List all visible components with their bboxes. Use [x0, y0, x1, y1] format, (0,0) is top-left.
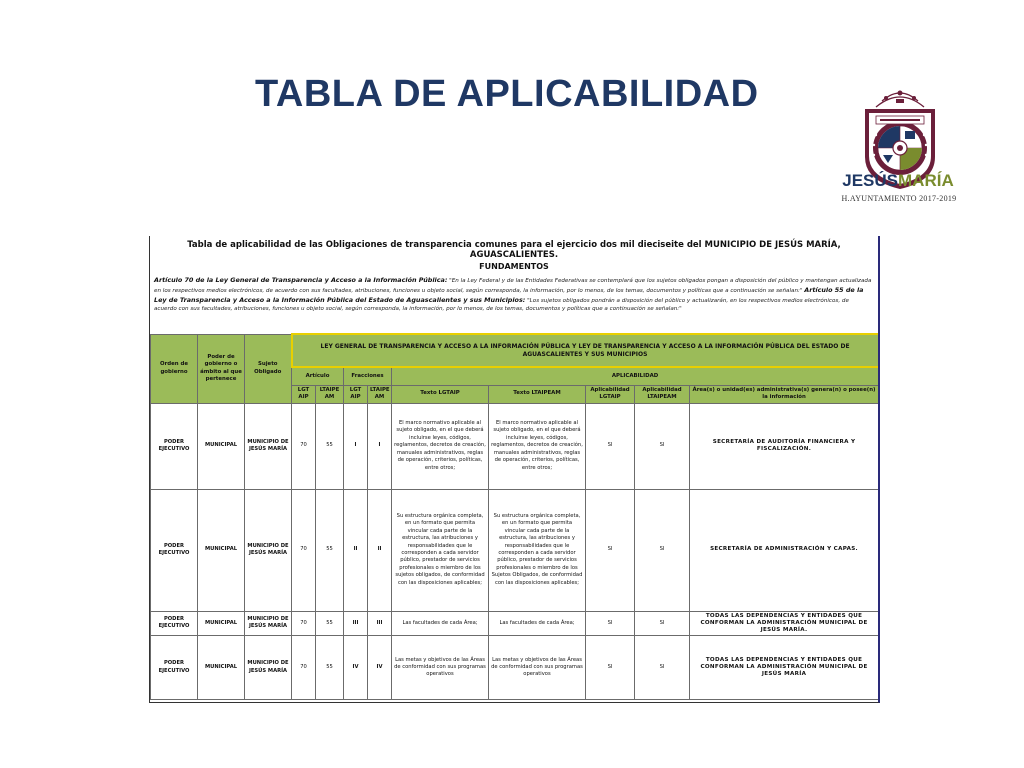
cell-art-lgt: 70 — [292, 403, 316, 489]
header-ltaipe: LTAIPE AM — [316, 385, 344, 403]
cell-art-lgt: 70 — [292, 611, 316, 636]
table-row — [151, 636, 879, 700]
cell-art-lgt: 70 — [292, 489, 316, 611]
brand-main: JESÚS — [842, 171, 899, 190]
fundamentos-label: FUNDAMENTOS — [479, 262, 549, 271]
cell-aplic-lgt: SI — [586, 489, 635, 611]
cell-texto-ltaipeam: Su estructura orgánica completa, en un formato que permita vincular cada parte de la estructura, las atribuciones y responsabilidades que le corresponden a cada servidor público, prestador de servicios profesionales o miembro de los Sujetos Obligados, de conformidad con las disposiciones aplicables; — [489, 489, 586, 611]
cell-sujeto: MUNICIPIO DE JESÚS MARÍA — [245, 611, 292, 636]
cell-sujeto: MUNICIPIO DE JESÚS MARÍA — [245, 403, 292, 489]
document-header — [150, 236, 878, 332]
cell-poder: MUNICIPAL — [198, 611, 245, 636]
cell-art-ltaipe: 55 — [316, 489, 344, 611]
header-texto-ltaipeam: Texto LTAIPEAM — [489, 385, 586, 403]
document-caption: Tabla de aplicabilidad de las Obligaciones de transparencia comunes para el ejercicio dos mil dieciseite del MUNICIPIO DE JESÚS MARÍA, AGUASCALIENTES. — [187, 240, 841, 260]
cell-fr-ltaipe: III — [368, 611, 392, 636]
applicability-table — [150, 333, 880, 700]
cell-poder: MUNICIPAL — [198, 489, 245, 611]
header-articulo: Artículo — [292, 367, 344, 385]
cell-aplic-lgt: SI — [586, 611, 635, 636]
cell-texto-lgt: Su estructura orgánica completa, en un formato que permita vincular cada parte de la estructura, las atribuciones y responsabilidades que le corresponden a cada servidor público, prestador de servicios profesionales o miembro de los sujetos obligados, de conformidad con las disposiciones aplicables; — [392, 489, 489, 611]
art70-text: "En la Ley Federal y de las Entidades Federativas se contemplará que los sujetos obligados pongan a disposición del público y mantengan actualizada en los respectivos medios electrónicos, de acuerdo con sus facultades, atribuciones, funciones u objeto social, según corresponda, la información, por lo menos, de los temas, documentos y políticas que a continuación se señalan:" — [154, 278, 872, 294]
cell-poder: MUNICIPAL — [198, 636, 245, 700]
cell-orden: PODER EJECUTIVO — [151, 403, 198, 489]
cell-fr-lgt: IV — [344, 636, 368, 700]
header-fracciones: Fracciones — [344, 367, 392, 385]
cell-art-ltaipe: 55 — [316, 636, 344, 700]
cell-texto-ltaipeam: Las facultades de cada Área; — [489, 611, 586, 636]
page-title: TABLA DE APLICABILIDAD — [255, 73, 759, 115]
cell-sujeto: MUNICIPIO DE JESÚS MARÍA — [245, 636, 292, 700]
table-row — [151, 489, 879, 611]
cell-sujeto: MUNICIPIO DE JESÚS MARÍA — [245, 489, 292, 611]
cell-orden: PODER EJECUTIVO — [151, 636, 198, 700]
cell-aplic-lgt: SI — [586, 636, 635, 700]
cell-area: TODAS LAS DEPENDENCIAS Y ENTIDADES QUE CONFORMAN LA ADMINISTRACIÓN MUNICIPAL DE JESÚS MARÍA — [690, 636, 879, 700]
header-ltaipe-fr: LTAIPE AM — [368, 385, 392, 403]
cell-fr-lgt: III — [344, 611, 368, 636]
cell-area: SECRETARÍA DE AUDITORÍA FINANCIERA Y FISCALIZACIÓN. — [690, 403, 879, 489]
header-aplicabilidad: APLICABILIDAD — [392, 367, 879, 385]
table-row — [151, 611, 879, 636]
cell-texto-ltaipeam: Las metas y objetivos de las Áreas de conformidad con sus programas operativos — [489, 636, 586, 700]
cell-aplic-ltaipeam: SI — [635, 636, 690, 700]
cell-art-lgt: 70 — [292, 636, 316, 700]
header-sujeto: Sujeto Obligado — [245, 334, 292, 403]
cell-texto-ltaipeam: El marco normativo aplicable al sujeto obligado, en el que deberá incluirse leyes, códigos, reglamentos, decretos de creación, manuales administrativos, reglas de operación, criterios, políticas, entre otros; — [489, 403, 586, 489]
header-aplic-ltaipeam: Aplicabilidad LTAIPEAM — [635, 385, 690, 403]
header-texto-lgt: Texto LGTAIP — [392, 385, 489, 403]
header-areas: Área(s) o unidad(es) administrativa(s) genera(n) o posee(n) la información — [690, 385, 879, 403]
art55-heading: Artículo 55 de la Ley de Transparencia y Acceso a la Información Pública del Estado de Aguascalientes y sus Municipios: — [154, 285, 864, 304]
brand-accent: MARÍA — [898, 171, 954, 190]
cell-art-ltaipe: 55 — [316, 611, 344, 636]
cell-area: TODAS LAS DEPENDENCIAS Y ENTIDADES QUE CONFORMAN LA ADMINISTRACIÓN MUNICIPAL DE JESÚS MARÍA. — [690, 611, 879, 636]
header-aplic-lgt: Aplicabilidad LGTAIP — [586, 385, 635, 403]
art70-heading: Artículo 70 de la Ley General de Transparencia y Acceso a la Información Pública: — [154, 276, 448, 284]
cell-aplic-ltaipeam: SI — [635, 611, 690, 636]
fundamentos-text — [154, 276, 872, 314]
cell-fr-ltaipe: IV — [368, 636, 392, 700]
cell-poder: MUNICIPAL — [198, 403, 245, 489]
table-row — [151, 403, 879, 489]
art55-text: "Los sujetos obligados pondrán a disposición del público y actualizarán, en los respectivos medios electrónicos, de acuerdo con sus facultades, atribuciones, funciones u objeto social, según corresponda, la información, por lo menos, de los temas, documentos y políticas que a continuación se señalan:" — [154, 297, 849, 313]
cell-art-ltaipe: 55 — [316, 403, 344, 489]
cell-fr-ltaipe: II — [368, 489, 392, 611]
cell-aplic-lgt: SI — [586, 403, 635, 489]
header-lgt-fr: LGT AIP — [344, 385, 368, 403]
cell-fr-lgt: I — [344, 403, 368, 489]
header-lgt: LGT AIP — [292, 385, 316, 403]
cell-aplic-ltaipeam: SI — [635, 403, 690, 489]
cell-texto-lgt: Las metas y objetivos de las Áreas de conformidad con sus programas operativos — [392, 636, 489, 700]
brand-subtitle: H.AYUNTAMIENTO 2017-2019 — [841, 194, 957, 203]
cell-texto-lgt: El marco normativo aplicable al sujeto obligado, en el que deberá incluirse leyes, códigos, reglamentos, decretos de creación, manuales administrativos, reglas de operación, criterios, políticas, entre otros; — [392, 403, 489, 489]
cell-orden: PODER EJECUTIVO — [151, 611, 198, 636]
cell-area: SECRETARÍA DE ADMINISTRACIÓN Y CAPAS. — [690, 489, 879, 611]
cell-texto-lgt: Las facultades de cada Área; — [392, 611, 489, 636]
cell-fr-ltaipe: I — [368, 403, 392, 489]
header-law: LEY GENERAL DE TRANSPARENCIA Y ACCESO A LA INFORMACIÓN PÚBLICA Y LEY DE TRANSPARENCIA Y ACCESO A LA INFORMACIÓN PÚBLICA DEL ESTADO DE AGUASCALIENTES Y SUS MUNICIPIOS — [292, 334, 879, 367]
cell-aplic-ltaipeam: SI — [635, 489, 690, 611]
cell-orden: PODER EJECUTIVO — [151, 489, 198, 611]
brand-wordmark — [838, 171, 958, 191]
cell-fr-lgt: II — [344, 489, 368, 611]
applicability-document — [149, 236, 880, 703]
header-orden: Orden de gobierno — [151, 334, 198, 403]
header-poder: Poder de gobierno o ámbito al que pertenece — [198, 334, 245, 403]
